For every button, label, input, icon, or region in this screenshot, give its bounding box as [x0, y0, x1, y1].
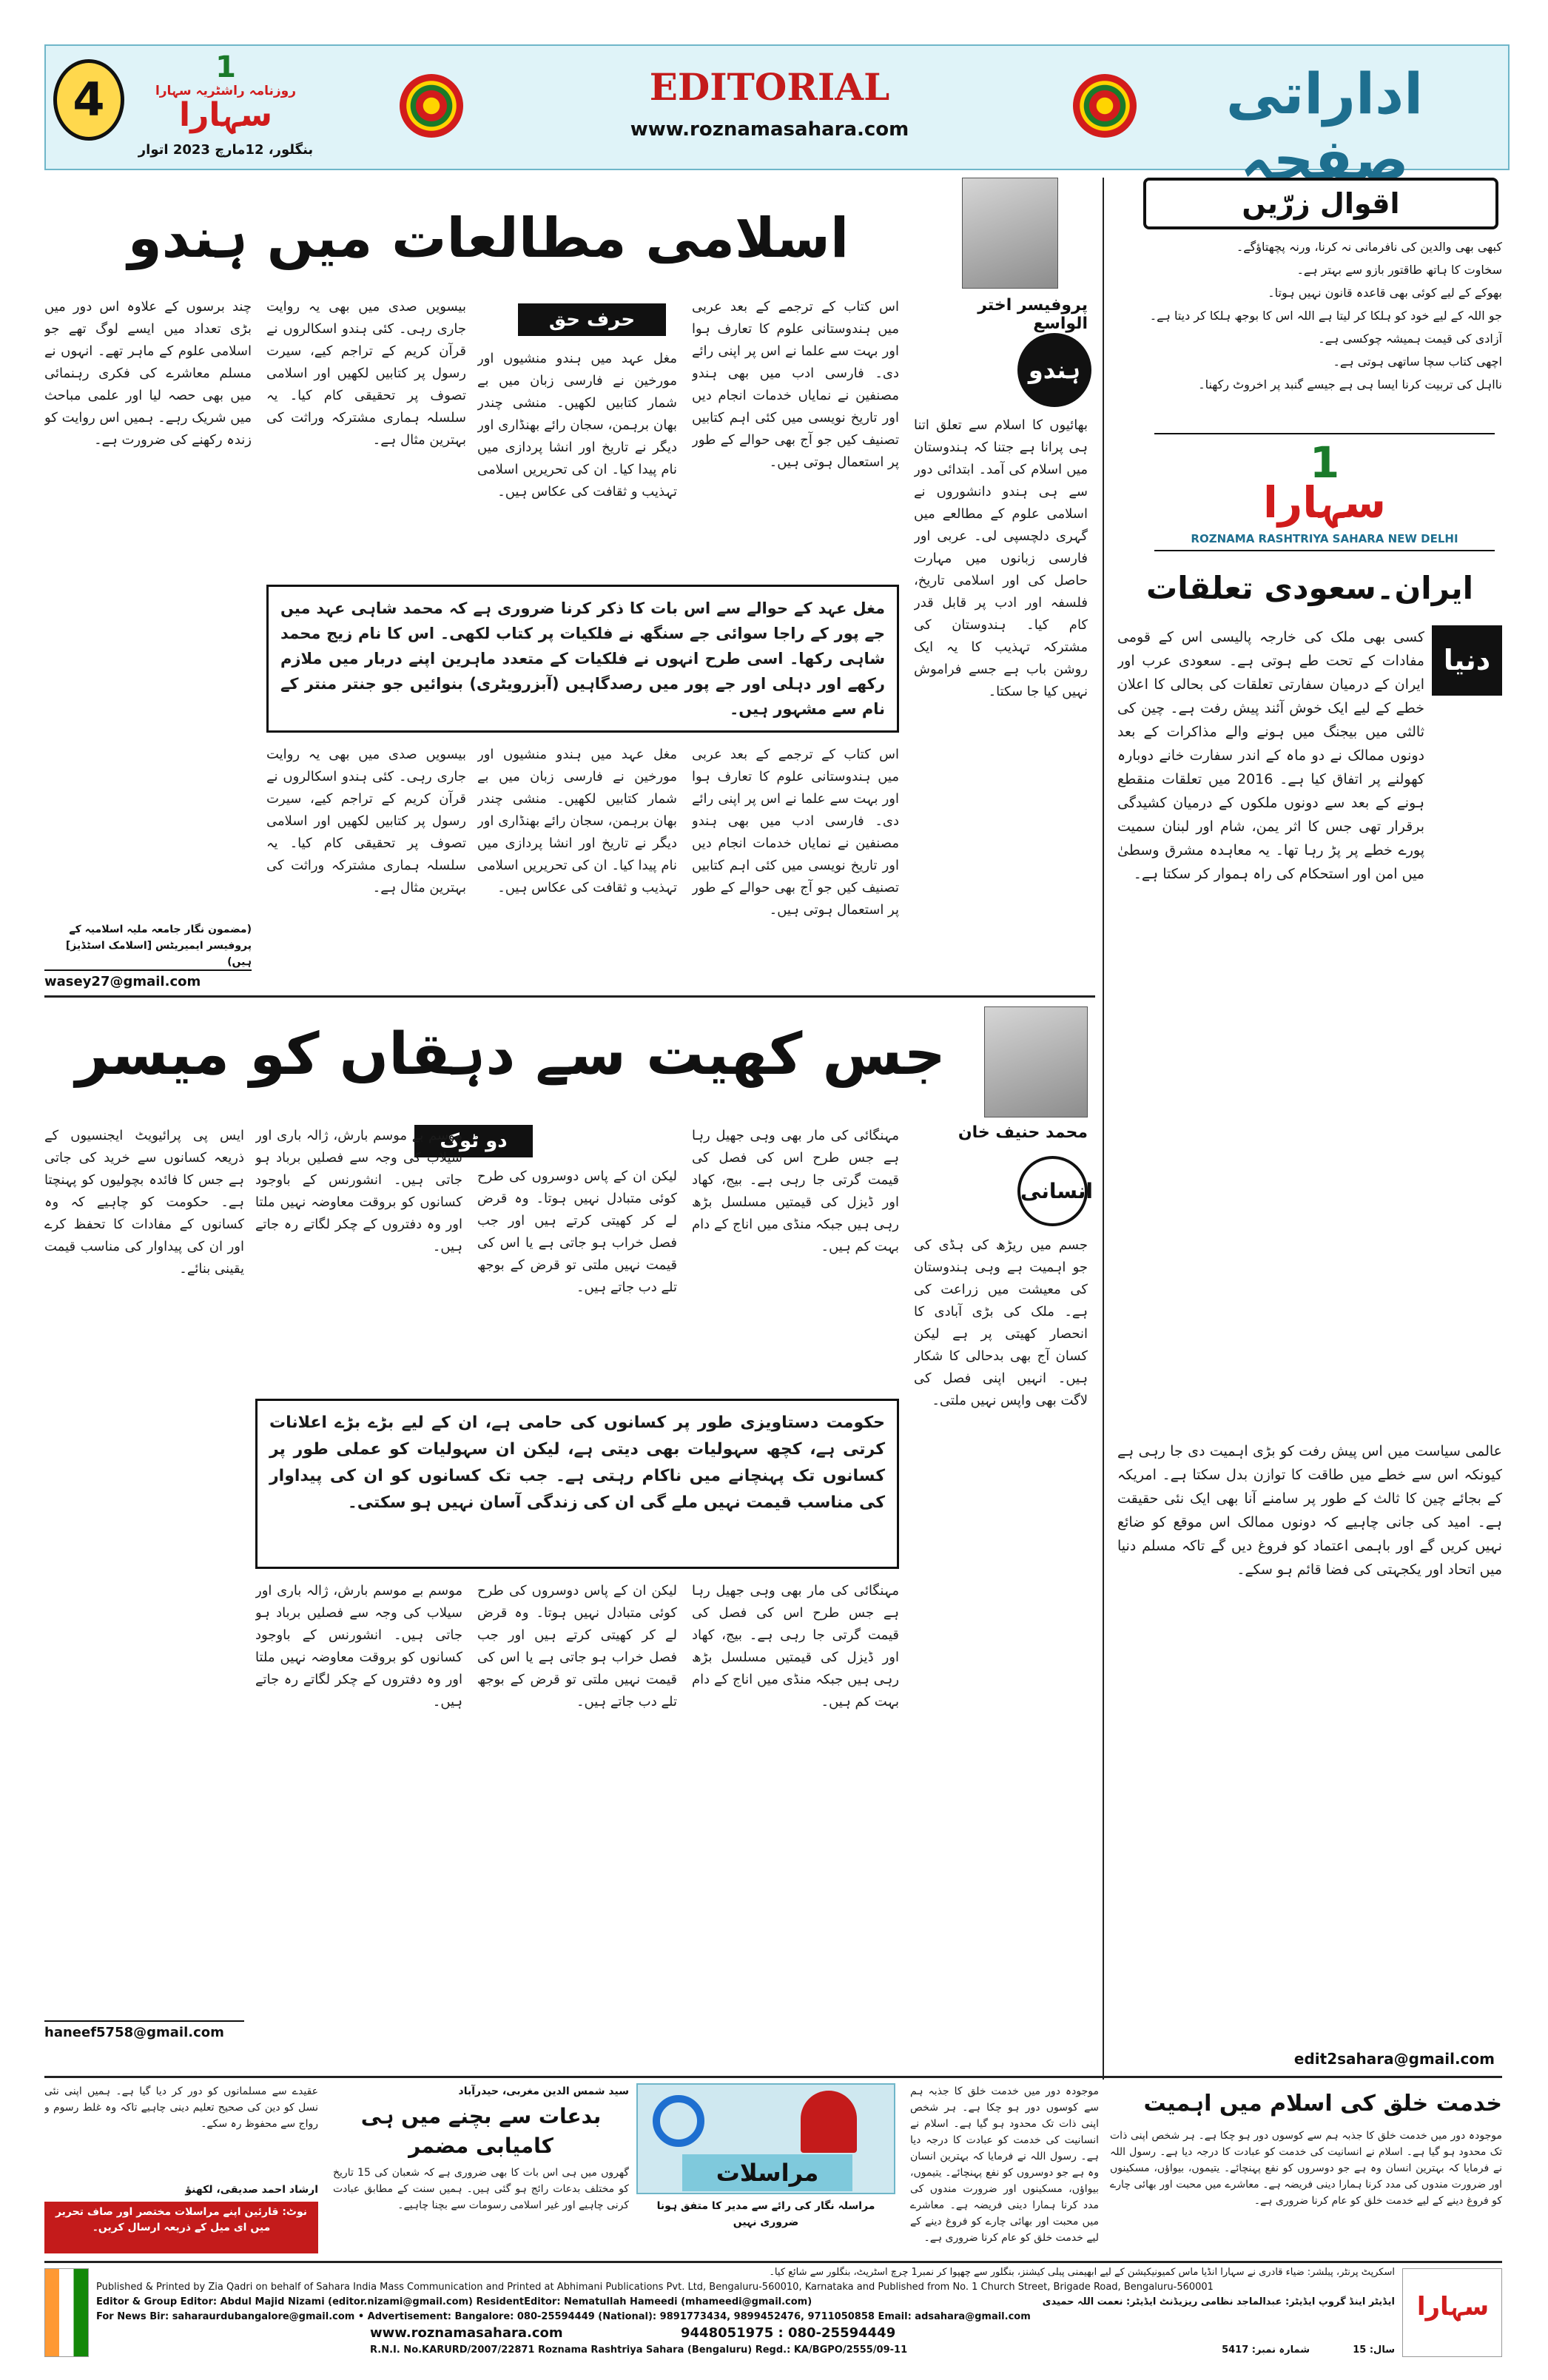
flower-left-icon — [400, 74, 463, 138]
article2-column-2b: مہنگائی کی مار بھی وہی جھیل رہا ہے جس طرح اس کی فصل کی قیمت گرتی جا رہی ہے۔ بیج، کھاد اور ڈیزل کی قیمتیں مسلسل بڑھ رہی ہیں جبکہ منڈی میں اناج کے دام بہت کم ہیں۔ — [692, 1583, 899, 1710]
logo-one: 1 — [215, 50, 236, 84]
aqwal-list — [1117, 235, 1502, 424]
aqwal-item: جو اللہ کے لیے خود کو ہلکا کر لیتا ہے اللہ اس کا بوجھ ہلکا کر دیتا ہے۔ — [1149, 309, 1502, 323]
article2-column-2: مہنگائی کی مار بھی وہی جھیل رہا ہے جس طرح اس کی فصل کی قیمت گرتی جا رہی ہے۔ بیج، کھاد اور ڈیزل کی قیمتیں مسلسل بڑھ رہی ہیں جبکہ منڈی میں اناج کے دام بہت کم ہیں۔ — [692, 1128, 899, 1254]
aqwal-title: اقوال زرّیں — [1143, 178, 1498, 229]
masthead-one: 1 — [1309, 437, 1340, 488]
sahara-masthead — [1154, 433, 1495, 551]
article1-column-1: بھائیوں کا اسلام سے تعلق اتنا ہی پرانا ہے جتنا کہ ہندوستان میں اسلام کی آمد۔ ابتدائی دور سے ہی ہندو دانشوروں نے اسلامی علوم کے مطالعے میں گہری دلچسپی لی۔ عربی اور فارسی زبانوں میں مہارت حاصل کی اور اسلامی تاریخ، فلسفہ اور ادب پر قابل قدر کام کیا۔ ہندوستان کی مشترکہ تہذیب کا یہ ایک روشن باب ہے جسے فراموش نہیں کیا جا سکتا۔ — [914, 417, 1088, 699]
article1-column-5: چند برسوں کے علاوہ اس دور میں بڑی تعداد میں ایسے لوگ تھے جو اسلامی علوم کے ماہر تھے۔ انہوں نے مسلم معاشرے کی فکری رہنمائی میں بھی حصہ لیا اور علمی مباحث میں شریک رہے۔ ہمیں اس روایت کو زندہ رکھنے کی ضرورت ہے۔ — [44, 299, 252, 448]
letter1-headline: بدعات سے بچنے میں ہی کامیابی مضمر — [360, 2104, 602, 2158]
footer-flag-stripe — [44, 2268, 89, 2357]
footer-logo-wordmark: سہارا — [1416, 2292, 1490, 2322]
letter1-text: گھروں میں ہی اس بات کا بھی ضروری ہے کہ شعبان کی 15 تاریخ کو مختلف بدعات رائج ہو گئی ہیں۔ ہمیں سنت کے مطابق عبادت کرنی چاہیے اور غیر اسلامی رسومات سے بچنا چاہیے۔ — [333, 2167, 629, 2211]
article2-author-photo — [984, 1006, 1088, 1117]
article1-pullquote: مغل عہد کے حوالے سے اس بات کا ذکر کرنا ضروری ہے کہ محمد شاہی عہد میں جے پور کے راجا سوائی جے سنگھ نے فلکیات پر کتاب لکھی۔ اس کا نام زیج محمد شاہی رکھا۔ اسی طرح انہوں نے فلکیات کے متعدد ماہرین اپنے دربار میں ملازم رکھے اور دہلی اور جے پور میں رصدگاہیں (آبزرویٹری) بنوائیں جو جنتر منتر کے نام سے مشہور ہیں۔ — [266, 585, 899, 733]
article2-column-label: دو ٹوک — [414, 1125, 533, 1157]
footer-logo — [1402, 2268, 1502, 2357]
article1-column-2: اس کتاب کے ترجمے کے بعد عربی میں ہندوستانی علوم کا تعارف ہوا اور بہت سے علما نے اس پر اپنی رائے دی۔ فارسی ادب میں بھی ہندو مصنفین نے نمایاں خدمات انجام دیں اور تاریخ نویسی میں کئی اہم کتابیں تصنیف کیں جو آج بھی حوالے کے طور پر استعمال ہوتی ہیں۔ — [692, 299, 899, 470]
aqwal-item: آزادی کی قیمت ہمیشہ چوکسی ہے۔ — [1318, 332, 1502, 346]
khidmat-headline: خدمت خلق کی اسلام میں اہمیت — [1143, 2091, 1502, 2117]
article2-column-5: ایس پی پرائیویٹ ایجنسیوں کے ذریعہ کسانوں سے خرید کی جاتی ہے جس کا فائدہ بچولیوں کو پہنچتا ہے۔ حکومت کو چاہیے کہ وہ کسانوں کے مفادات کا تحفظ کرے اور ان کی پیداوار کی مناسب قیمت یقینی بنائے۔ — [44, 1128, 244, 1277]
dunya-text: کسی بھی ملک کی خارجہ پالیسی اس کے قومی مفادات کے تحت طے ہوتی ہے۔ سعودی عرب اور ایران کے درمیان سفارتی تعلقات کی بحالی کا اعلان خطے کے لیے ایک خوش آئند پیش رفت ہے۔ چین کی ثالثی میں بیجنگ میں ہونے والے مذاکرات کے بعد دونوں ممالک نے دو ماہ کے اندر سفارت خانے دوبارہ کھولنے پر اتفاق کیا ہے۔ 2016 میں تعلقات منقطع ہونے کے بعد سے دونوں ملکوں کے درمیان کشیدگی برقرار تھی جس کا اثر یمن، شام اور لبنان سمیت پورے خطے پر پڑ رہا تھا۔ یہ معاہدہ مشرق وسطیٰ میں امن اور استحکام کی راہ ہموار کر سکتا ہے۔ — [1117, 629, 1424, 882]
article2-headline: جس کھیت سے دہقاں کو میسر — [75, 1021, 946, 1088]
article2-tag: انسانی — [1017, 1156, 1088, 1226]
aqwal-item: اچھی کتاب سچا ساتھی ہوتی ہے۔ — [1333, 354, 1502, 369]
khidmat-text-2: موجودہ دور میں خدمت خلق کا جذبہ ہم سے کوسوں دور ہو چکا ہے۔ ہر شخص اپنی ذات تک محدود ہو گیا ہے۔ اسلام نے انسانیت کی خدمت کو عبادت کا درجہ دیا ہے۔ رسول اللہ نے فرمایا کہ بہترین انسان وہ ہے جو دوسروں کو نفع پہنچائے۔ یتیموں، بیواؤں، مسکینوں اور ضرورت مندوں کی مدد کرنا ہمارا دینی فریضہ ہے۔ معاشرے میں محبت اور بھائی چارے کو فروغ دینے کے لیے خدمت خلق کو عام کرنا ضروری ہے۔ — [910, 2085, 1099, 2244]
footer-editor-en: Editor & Group Editor: Abdul Majid Nizami (editor.nizami@gmail.com) ResidentEditor: Nematullah Hameedi (mhameedi@gmail.com) — [96, 2296, 812, 2307]
dunya-text-2: عالمی سیاست میں اس پیش رفت کو بڑی اہمیت دی جا رہی ہے کیونکہ اس سے خطے میں طاقت کا توازن بدل سکتا ہے۔ امریکہ کے بجائے چین کا ثالث کے طور پر سامنے آنا بھی ایک نئی حقیقت ہے۔ امید کی جانی چاہیے کہ دونوں ممالک اس موقع کو ضائع نہیں کریں گے اور باہمی اعتماد کو فروغ دیں گے تاکہ مسلم دنیا میں اتحاد اور یکجہتی کی فضا قائم ہو سکے۔ — [1117, 1443, 1502, 1578]
article2-author: محمد حنیف خان — [958, 1123, 1088, 1142]
article1-byline-footer: (مضمون نگار جامعہ ملیہ اسلامیہ کے پروفیسر ایمیریٹس [اسلامک اسٹڈیز] ہیں) — [65, 924, 252, 968]
murasalaat-subtitle: مراسلہ نگار کی رائے سے مدیر کا متفق ہونا ضروری نہیں — [656, 2200, 875, 2228]
footer-rni: R.N.I. No.KARURD/2007/22871 Roznama Rashtriya Sahara (Bengaluru) Regd.: KA/BGPO/2555/09-11 — [370, 2344, 908, 2356]
internet-explorer-icon — [653, 2095, 704, 2147]
article2-column-3b: لیکن ان کے پاس دوسروں کی طرح کوئی متبادل نہیں ہوتا۔ وہ قرض لے کر کھیتی کرتے ہیں اور جب فصل خراب ہو جاتی ہے یا اس کی قیمت نہیں ملتی تو قرض کے بوجھ تلے دب جاتے ہیں۔ — [477, 1583, 677, 1710]
footer-editor-ur: ایڈیٹر اینڈ گروپ ایڈیٹر: عبدالماجد نظامی ریزیڈنٹ ایڈیٹر: نعمت اللہ حمیدی — [1042, 2296, 1395, 2307]
footer-contact-en: For News Bir: saharaurdubangalore@gmail.com • Advertisement: Bangalore: 080-25594449 (National): 9891773434, 9899452476, 9711050858 Email: adsahara@gmail.com — [96, 2311, 1031, 2322]
letter1-author: سید شمس الدین مغربی، حیدرآباد — [458, 2085, 629, 2097]
article1-author-photo — [962, 178, 1058, 289]
masthead-wordmark: سہارا — [1262, 477, 1387, 528]
aqwal-item: بھوکے کے لیے کوئی بھی قاعدہ قانون نہیں ہوتا۔ — [1268, 286, 1502, 300]
letter2-author: ارشاد احمد صدیقی، لکھنؤ — [185, 2184, 318, 2196]
dunya-tag: دنیا — [1432, 625, 1502, 696]
article2-column-4b: موسم بے موسم بارش، ژالہ باری اور سیلاب کی وجہ سے فصلیں برباد ہو جاتی ہیں۔ انشورنس کے باوجود کسانوں کو بروقت معاوضہ نہیں ملتا اور وہ دفتروں کے چکر لگاتے رہ جاتے ہیں۔ — [255, 1583, 462, 1710]
article2-column-1: جسم میں ریڑھ کی ہڈی کی جو اہمیت ہے وہی ہندوستان کی معیشت میں زراعت کی ہے۔ ملک کی بڑی آبادی کا انحصار کھیتی پر ہے لیکن کسان آج بھی بدحالی کا شکار ہیں۔ انہیں اپنی فصل کی لاگت بھی واپس نہیں ملتی۔ — [914, 1237, 1088, 1408]
article1-column-4b: بیسویں صدی میں بھی یہ روایت جاری رہی۔ کئی ہندو اسکالروں نے قرآن کریم کے تراجم کیے، سیرت رسول پر کتابیں لکھیں اور اسلامی تصوف پر تحقیقی کام کیا۔ یہ سلسلہ ہماری مشترکہ وراثت کی بہترین مثال ہے۔ — [266, 747, 466, 895]
masthead-small-logo — [133, 50, 318, 139]
footer-website[interactable]: www.roznamasahara.com — [370, 2325, 563, 2341]
footer-top-rule — [44, 2261, 1502, 2263]
letter2-text: عقیدے سے مسلمانوں کو دور کر دیا گیا ہے۔ ہمیں اپنی نئی نسل کو دین کی صحیح تعلیم دینی چاہیے تاکہ وہ غلط رسوم و رواج سے محفوظ رہ سکے۔ — [44, 2085, 318, 2130]
footer-issue: شمارہ نمبر: 5417 — [1222, 2344, 1310, 2356]
article1-column-3b: مغل عہد میں ہندو منشیوں اور مورخین نے فارسی زبان میں بے شمار کتابیں لکھیں۔ منشی چندر بھان برہمن، سجان رائے بھنڈاری اور دیگر نے تاریخ اور انشا پردازی میں نام پیدا کیا۔ ان کی تحریریں اسلامی تہذیب و ثقافت کی عکاس ہیں۔ — [477, 747, 677, 895]
article2-column-3: لیکن ان کے پاس دوسروں کی طرح کوئی متبادل نہیں ہوتا۔ وہ قرض لے کر کھیتی کرتے ہیں اور جب فصل خراب ہو جاتی ہے یا اس کی قیمت نہیں ملتی تو قرض کے بوجھ تلے دب جاتے ہیں۔ — [477, 1169, 677, 1295]
dunya-headline: ایران۔سعودی تعلقات — [1146, 570, 1473, 606]
article1-column-2b: اس کتاب کے ترجمے کے بعد عربی میں ہندوستانی علوم کا تعارف ہوا اور بہت سے علما نے اس پر اپنی رائے دی۔ فارسی ادب میں بھی ہندو مصنفین نے نمایاں خدمات انجام دیں اور تاریخ نویسی میں کئی اہم کتابیں تصنیف کیں جو آج بھی حوالے کے طور پر استعمال ہوتی ہیں۔ — [692, 747, 899, 918]
mailbox-icon — [801, 2091, 857, 2153]
footer-printer-ur: اسکرپٹ پرنٹر، پبلشر: ضیاء قادری نے سہارا انڈیا ماس کمیونیکیشن کے لیے ابھیمنی پبلی کیشنز، بنگلور سے چھپوا کر نمبر1 چرچ اسٹریٹ، بنگلور سے شائع کیا۔ — [769, 2267, 1395, 2278]
article2-column-4: موسم بے موسم بارش، ژالہ باری اور سیلاب کی وجہ سے فصلیں برباد ہو جاتی ہیں۔ انشورنس کے باوجود کسانوں کو بروقت معاوضہ نہیں ملتا اور وہ دفتروں کے چکر لگاتے رہ جاتے ہیں۔ — [255, 1128, 462, 1254]
article2-email[interactable]: haneef5758@gmail.com — [44, 2020, 244, 2040]
article1-author: پروفیسر اختر الواسع — [977, 296, 1088, 333]
article2-pullquote: حکومت دستاویزی طور پر کسانوں کی حامی ہے، ان کے لیے بڑے بڑے اعلانات کرتی ہے، کچھ سہولیات بھی دیتی ہے، لیکن ان سہولیات کو عملی طور پر کسانوں تک پہنچانے میں ناکام رہتی ہے۔ جب تک کسانوں کو ان کی پیداوار کی مناسب قیمت نہیں ملے گی ان کی زندگی آسان نہیں ہو سکتی۔ — [255, 1399, 899, 1569]
flower-right-icon — [1073, 74, 1137, 138]
right-column-divider — [1103, 178, 1104, 2080]
article1-column-4: بیسویں صدی میں بھی یہ روایت جاری رہی۔ کئی ہندو اسکالروں نے قرآن کریم کے تراجم کیے، سیرت رسول پر کتابیں لکھیں اور اسلامی تصوف پر تحقیقی کام کیا۔ یہ سلسلہ ہماری مشترکہ وراثت کی بہترین مثال ہے۔ — [266, 299, 466, 448]
footer-published-en: Published & Printed by Zia Qadri on behalf of Sahara India Mass Communication and Printed at Abhimani Publications Pvt. Ltd, Bengaluru-560010, Karnataka and Published from No. 1 Church Street, Brigade Road, Bengaluru-560001 — [96, 2282, 1214, 2293]
article1-tag: ہندو — [1017, 333, 1091, 407]
masthead-name-en: ROZNAMA RASHTRIYA SAHARA NEW DELHI — [1191, 532, 1458, 545]
footer-year: سال: 15 — [1353, 2344, 1395, 2356]
aqwal-item: نااہل کی تربیت کرنا ایسا ہی ہے جیسے گنبد پر اخروٹ رکھنا۔ — [1198, 377, 1502, 391]
bottom-separator — [44, 2076, 1502, 2078]
aqwal-item: کبھی بھی والدین کی نافرمانی نہ کرنا، ورنہ پچھتاؤگے۔ — [1236, 240, 1502, 254]
dunya-email[interactable]: edit2sahara@gmail.com — [1293, 2050, 1495, 2068]
footer-phones: 9448051975 : 080-25594449 — [681, 2325, 896, 2341]
logo-wordmark: سہارا — [179, 96, 272, 134]
khidmat-text-1: موجودہ دور میں خدمت خلق کا جذبہ ہم سے کوسوں دور ہو چکا ہے۔ ہر شخص اپنی ذات تک محدود ہو گیا ہے۔ اسلام نے انسانیت کی خدمت کو عبادت کا درجہ دیا ہے۔ رسول اللہ نے فرمایا کہ بہترین انسان وہ ہے جو دوسروں کو نفع پہنچائے۔ یتیموں، بیواؤں، مسکینوں اور ضرورت مندوں کی مدد کرنا ہمارا دینی فریضہ ہے۔ معاشرے میں محبت اور بھائی چارے کو فروغ دینے کے لیے خدمت خلق کو عام کرنا ضروری ہے۔ — [1110, 2130, 1502, 2207]
page-number: 4 — [53, 59, 124, 141]
article1-column-3: مغل عہد میں ہندو منشیوں اور مورخین نے فارسی زبان میں بے شمار کتابیں لکھیں۔ منشی چندر بھان برہمن، سجان رائے بھنڈاری اور دیگر نے تاریخ اور انشا پردازی میں نام پیدا کیا۔ ان کی تحریریں اسلامی تہذیب و ثقافت کی عکاس ہیں۔ — [477, 351, 677, 500]
article1-column-label: حرف حق — [518, 303, 666, 336]
article-separator — [44, 995, 1095, 998]
murasalaat-notice: نوٹ: قارئین اپنے مراسلات مختصر اور صاف تحریر میں ای میل کے ذریعہ ارسال کریں۔ — [44, 2202, 318, 2253]
section-title-ur: اداراتی صفحہ — [1225, 61, 1424, 192]
section-title-en: EDITORIAL — [649, 65, 890, 109]
article1-headline: اسلامی مطالعات میں ہندو — [127, 206, 849, 270]
date-line: بنگلور، 12مارچ 2023 اتوار — [138, 142, 314, 158]
murasalaat-banner — [636, 2083, 895, 2194]
murasalaat-title: مراسلات — [682, 2154, 852, 2191]
article1-email[interactable]: wasey27@gmail.com — [44, 969, 252, 989]
aqwal-item: سخاوت کا ہاتھ طاقتور بازو سے بہتر ہے۔ — [1296, 263, 1502, 277]
logo-tagline: روزنامہ راشٹریہ سہارا — [155, 84, 297, 98]
header-website[interactable]: www.roznamasahara.com — [630, 118, 909, 141]
